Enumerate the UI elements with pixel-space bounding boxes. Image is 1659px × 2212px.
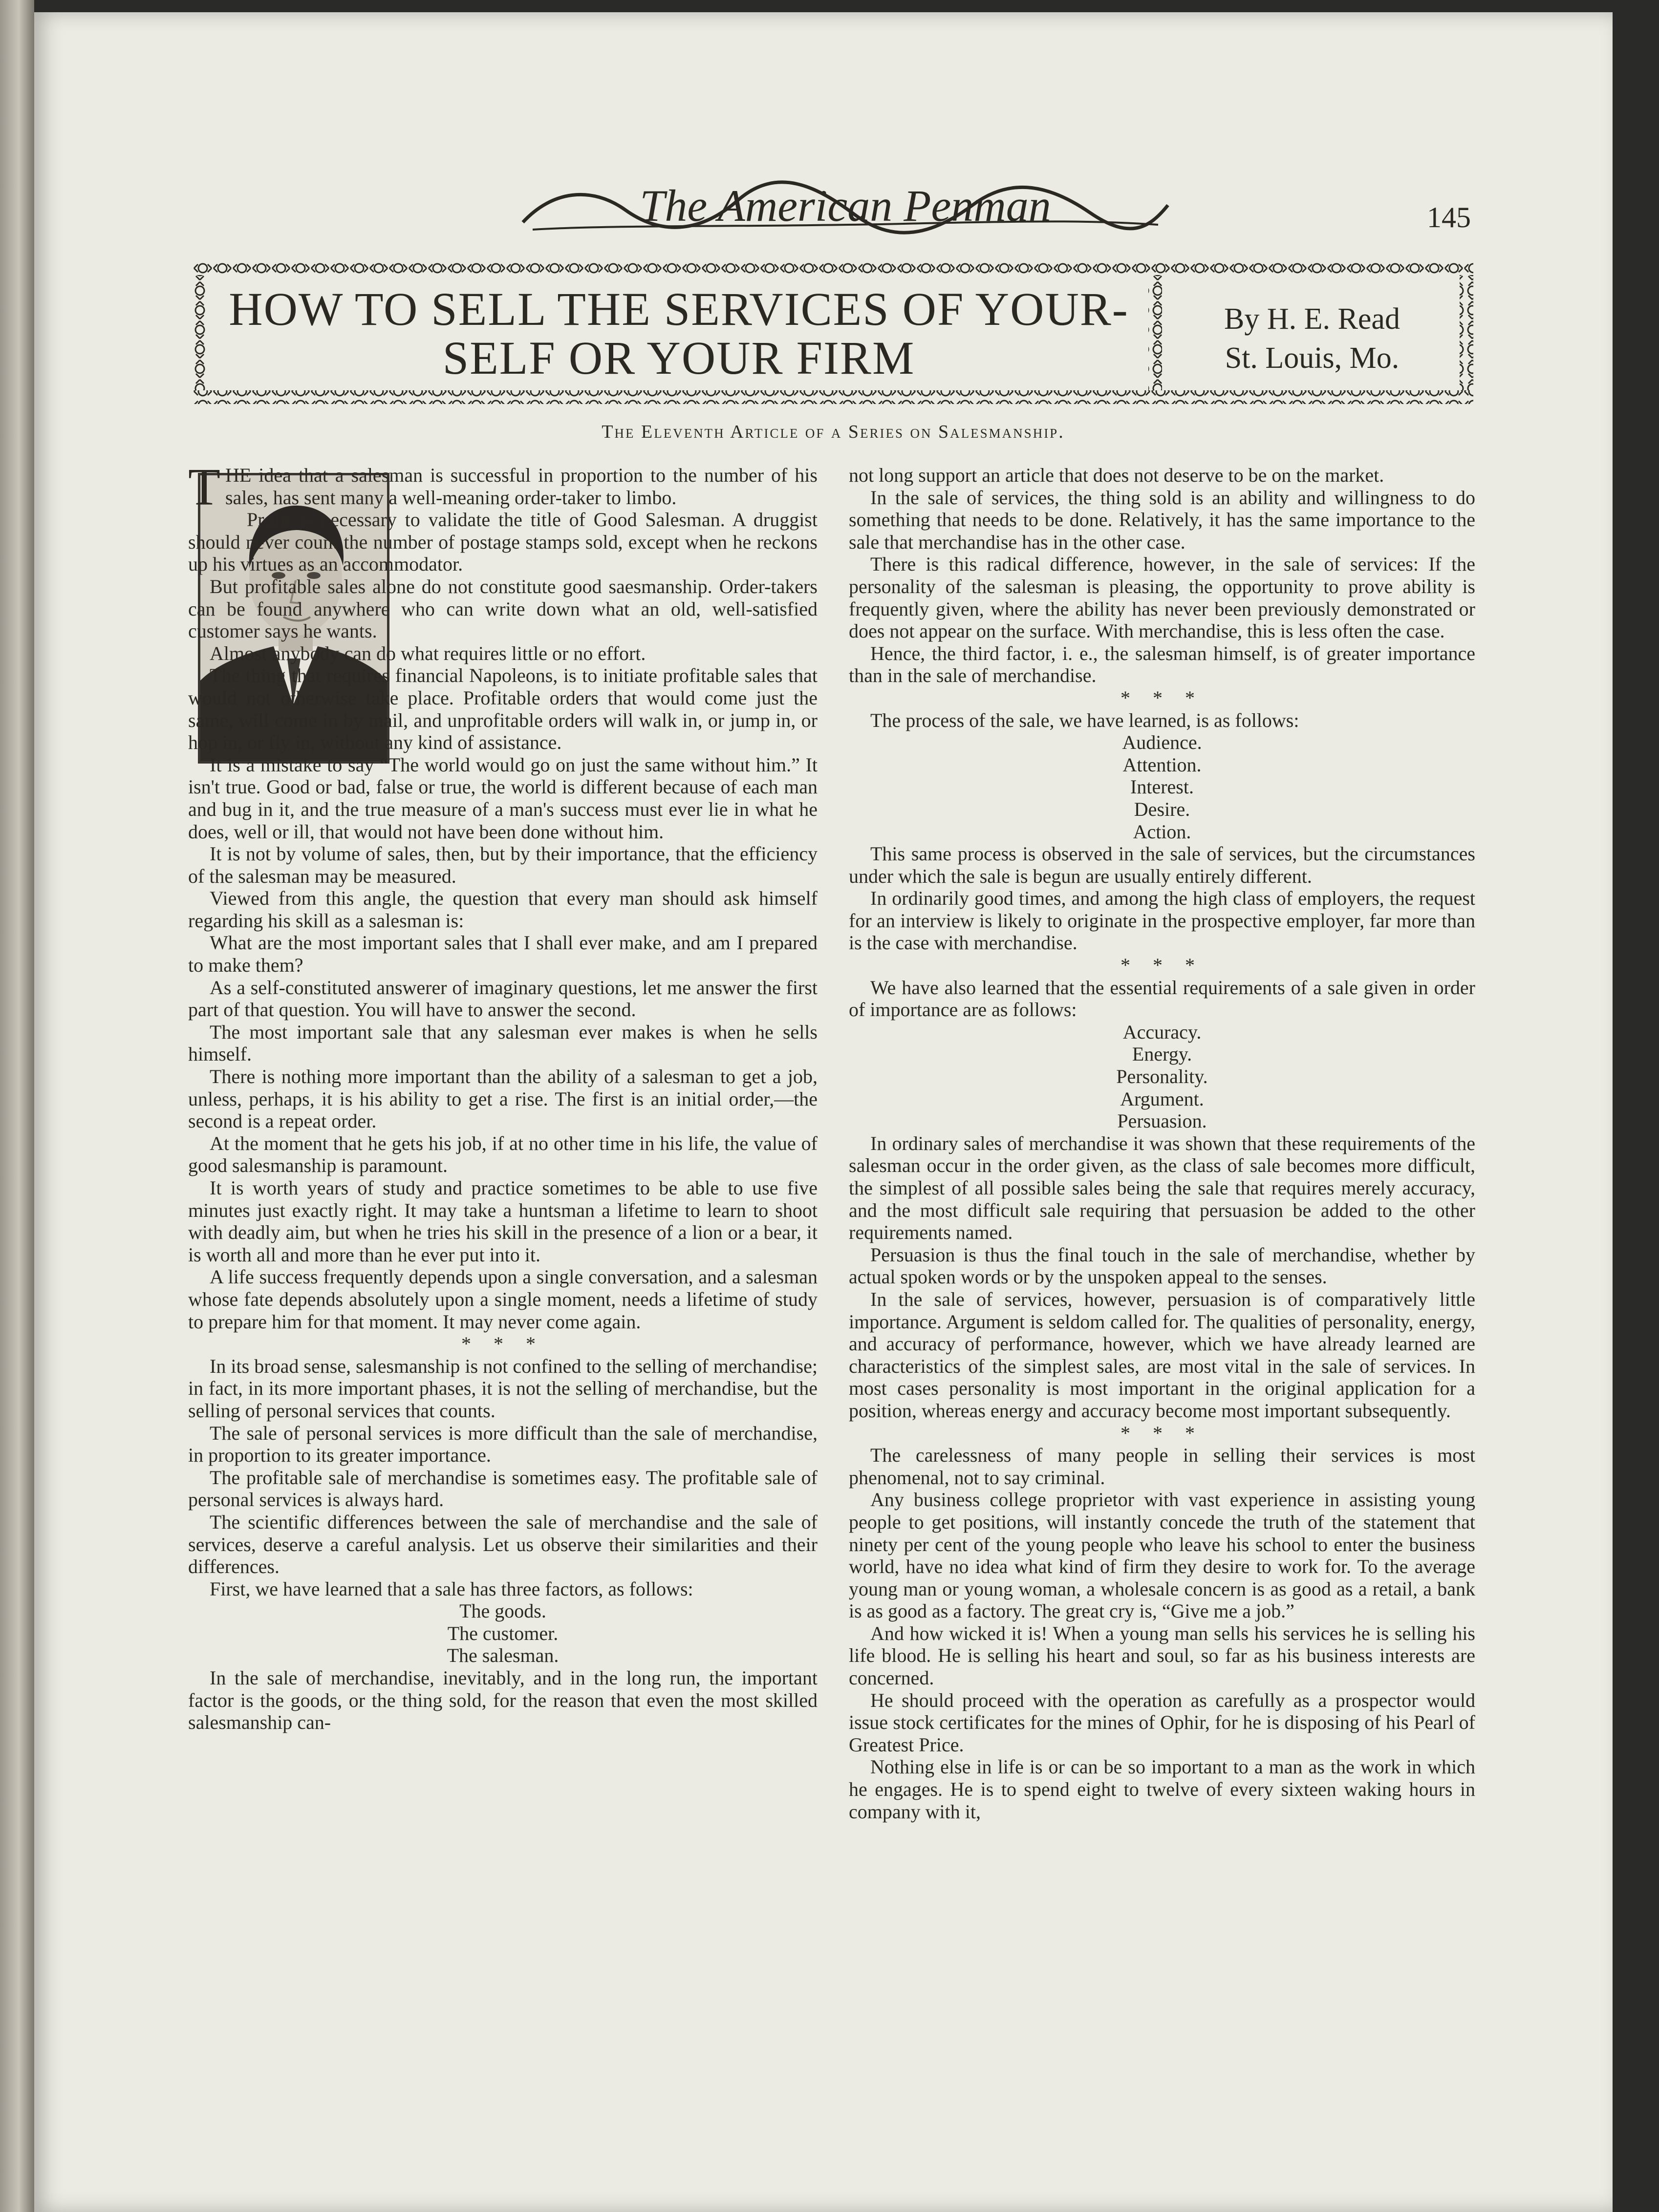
section-break: * * * [1120, 686, 1204, 709]
list-item: Energy. [1132, 1043, 1192, 1065]
author-byline: By H. E. Read [1224, 302, 1400, 336]
paragraph: At the moment that he gets his job, if at no other time in his life, the value of good salesmanship is paramount. [188, 1132, 818, 1177]
title-box [193, 261, 1473, 404]
paragraph: The thing that requires financial Napoleons, is to initiate profitable sales that would not otherwise take place. Profitable orders that would come just the same, will come in by mail, and unprofitable orders will walk in, or jump in, or hop in, or fly in, without any kind of assistance. [188, 664, 818, 754]
paragraph: This same process is observed in the sale of services, but the circumstances under which the sale is begun are usually entirely different. [849, 843, 1475, 887]
list-item: Attention. [1122, 753, 1202, 776]
paragraph: In the sale of merchandise, inevitably, and in the long run, the important factor is the goods, or the thing sold, for the reason that even the most skilled salesmanship can- [188, 1667, 818, 1734]
paragraph: The profitable sale of merchandise is sometimes easy. The profitable sale of personal services is always hard. [188, 1466, 818, 1511]
paragraph: But profitable sales alone do not constitute good saesmanship. Order-takers can be found anywhere who can write down what an old, well-satisfied customer says he wants. [188, 575, 818, 642]
paragraph: Viewed from this angle, the question that every man should ask himself regarding his skill as a salesman is: [188, 887, 818, 932]
paragraph: Any business college proprietor with vast experience in assisting young people to get positions, will instantly concede the truth of the statement that ninety per cent of the young people who leave his school to enter the business world, have no idea what kind of firm they desire to work for. To the average young man or young woman, a wholesale concern is as good as a retail, a bank is as good as a factory. The great cry is, “Give me a job.” [849, 1489, 1475, 1622]
article-title-line-2: SELF OR YOUR FIRM [442, 332, 915, 384]
paragraph: And how wicked it is! When a young man sells his services he is selling his life blood. He is selling his heart and soul, so far as his business interests are concerned. [849, 1622, 1475, 1689]
list-item: Audience. [1122, 731, 1202, 754]
paragraph: The sale of personal services is more difficult than the sale of merchandise, in proportion to its greater importance. [188, 1422, 818, 1467]
drop-cap: T [188, 458, 220, 516]
paragraph: Persuasion is thus the final touch in the sale of merchandise, whether by actual spoken words or by the unspoken appeal to the senses. [849, 1243, 1475, 1288]
author-location: St. Louis, Mo. [1225, 341, 1400, 375]
list-item: Persuasion. [1117, 1110, 1207, 1132]
series-subtitle: The Eleventh Article of a Series on Salesmanship. [602, 422, 1065, 442]
section-break: * * * [461, 1333, 544, 1355]
opening-paragraph [188, 458, 818, 516]
paragraph: A life success frequently depends upon a single conversation, and a salesman whose fate depends absolutely upon a single moment, needs a lifetime of study to prepare him for that moment. It may never come again. [188, 1266, 818, 1333]
paragraph: He should proceed with the operation as carefully as a prospector would issue stock certificates for the mines of Ophir, for he is disposing of his Pearl of Greatest Price. [849, 1689, 1475, 1756]
paragraph: It is worth years of study and practice sometimes to be able to use five minutes just exactly right. It may take a huntsman a lifetime to learn to shoot with deadly aim, but when he tries his skill in the presence of a lion or a bear, it is worth all and more than he ever put into it. [188, 1177, 818, 1266]
paragraph: Profit is necessary to validate the title of Good Salesman. A druggist should never count the number of postage stamps sold, except when he reckons up his virtues as an accommodator. [188, 509, 818, 575]
paragraph: We have also learned that the essential requirements of a sale given in order of importance are as follows: [849, 976, 1475, 1021]
paragraph: The most important sale that any salesman ever makes is when he sells himself. [188, 1021, 818, 1065]
paragraph: It is a mistake to say “The world would go on just the same without him.” It isn't true. Good or bad, false or true, the world is different because of each man and bug in it, and the true measure of a man's success must ever lie in what he does, well or ill, that would not have been done without him. [188, 753, 818, 843]
paragraph: In the sale of services, however, persuasion is of comparatively little importance. Argument is seldom called for. The qualities of personality, energy, and accuracy of performance, however, which we have already learned are characteristics of the simplest sales, are most vital in the sale of services. In most cases personality is most important in the original application for a position, whereas energy and accuracy become most important subsequently. [849, 1288, 1475, 1422]
paragraph: In ordinary sales of merchandise it was shown that these requirements of the salesman occur in the order given, as the class of sale becomes more difficult, the simplest of all possible sales being the sale that requires merely accuracy, and the most difficult sale requiring that persuasion be added to the other requirements named. [849, 1132, 1475, 1244]
paragraph: Almost anybody can do what requires little or no effort. [210, 642, 646, 664]
list-item: Personality. [1116, 1065, 1208, 1088]
article-title-line-1: HOW TO SELL THE SERVICES OF YOUR- [229, 283, 1129, 335]
masthead-logo [513, 176, 1178, 244]
list-item: Action. [1133, 820, 1191, 843]
paragraph: It is not by volume of sales, then, but by their importance, that the efficiency of the salesman may be measured. [188, 843, 818, 887]
page-number: 145 [1427, 201, 1471, 234]
list-item: Desire. [1134, 798, 1190, 820]
list-item: Accuracy. [1122, 1021, 1202, 1043]
paragraph-text: HE idea that a salesman is successful in proportion to the number of his sales, has sent many a well-meaning order-taker to limbo. [225, 464, 818, 509]
byline-block [1175, 299, 1449, 378]
paragraph: The process of the sale, we have learned, is as follows: [870, 709, 1299, 731]
paragraph: In the sale of services, the thing sold is an ability and willingness to do something that needs to be done. Relatively, it has the same importance to the sale that merchandise has in the other case. [849, 486, 1475, 553]
paragraph: In its broad sense, salesmanship is not confined to the selling of merchandise; in fact, in its more important phases, it is not the selling of merchandise, but the selling of personal services that counts. [188, 1355, 818, 1422]
paragraph: There is nothing more important than the ability of a salesman to get a job, unless, perhaps, it is his ability to get a rise. The first is an initial order,—the second is a repeat order. [188, 1065, 818, 1132]
list-item: The salesman. [447, 1644, 559, 1667]
paragraph: In ordinarily good times, and among the high class of employers, the request for an interview is likely to originate in the prospective employer, far more than is the case with merchandise. [849, 887, 1475, 954]
paragraph: First, we have learned that a sale has three factors, as follows: [210, 1577, 693, 1600]
article-title [215, 285, 1143, 383]
section-break: * * * [1120, 1422, 1204, 1444]
list-item: The customer. [447, 1622, 559, 1644]
section-break: * * * [1120, 954, 1204, 977]
paragraph: As a self-constituted answerer of imaginary questions, let me answer the first part of that question. You will have to answer the second. [188, 976, 818, 1021]
paragraph: Nothing else in life is or can be so important to a man as the work in which he engages. He is to spend eight to twelve of every sixteen waking hours in company with it, [849, 1756, 1475, 1823]
book-spine [0, 0, 34, 2212]
continued-paragraph: not long support an article that does not deserve to be on the market. [849, 464, 1384, 486]
list-item: Interest. [1130, 776, 1194, 798]
paragraph: What are the most important sales that I shall ever make, and am I prepared to make them? [188, 932, 818, 977]
svg-text:The American Penman: The American Penman [640, 181, 1051, 231]
paragraph: Hence, the third factor, i. e., the salesman himself, is of greater importance than in the sale of merchandise. [849, 642, 1475, 687]
paragraph: The scientific differences between the sale of merchandise and the sale of services, deserve a careful analysis. Let us observe their similarities and their differences. [188, 1510, 818, 1578]
left-text-column [188, 458, 818, 1734]
list-item: The goods. [459, 1600, 546, 1622]
paragraph: There is this radical difference, however, in the sale of services: If the personality of the salesman is pleasing, the opportunity to prove ability is frequently given, where the ability has never been previously demonstrated or does not appear on the surface. With merchandise, this is less often the case. [849, 553, 1475, 642]
paragraph: The carelessness of many people in selling their services is most phenomenal, not to say criminal. [849, 1444, 1475, 1489]
list-item: Argument. [1120, 1087, 1204, 1110]
right-text-column [849, 464, 1475, 1823]
